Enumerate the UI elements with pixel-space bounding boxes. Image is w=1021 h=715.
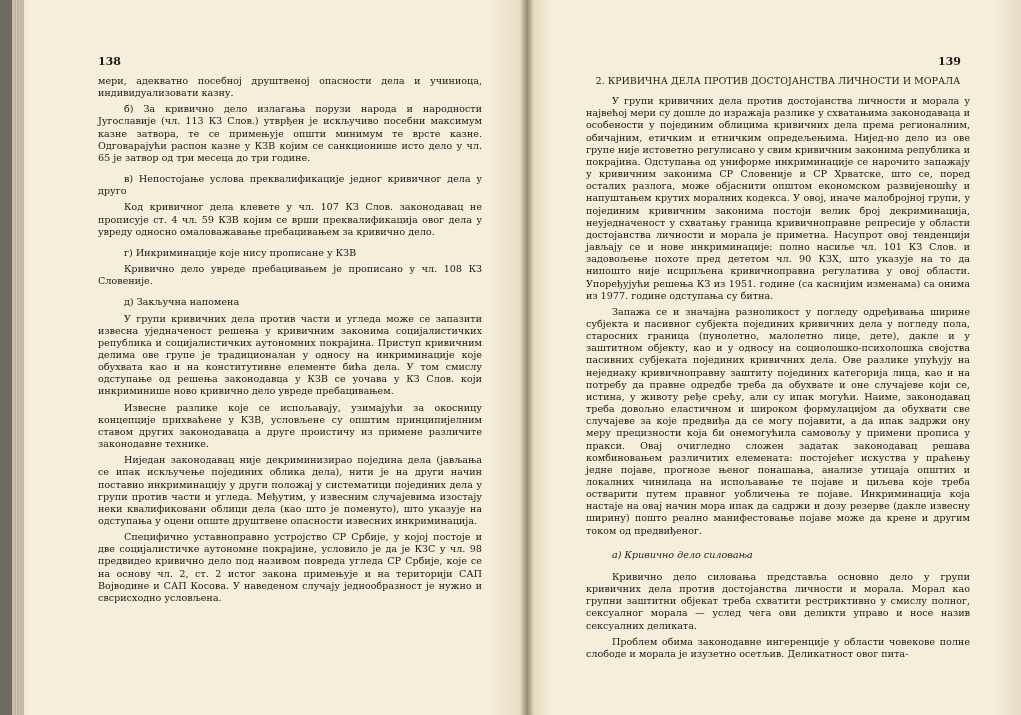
paragraph: У групи кривичних дела против достојанства личности и морала у највећој мери су дошле до изражаја разлике у схватањима законодаваца и особености у појединим облицима кривичних дела према регионалним, обичајним, етичким и етничким опредељењима. Нијед-но дело из ове групе није истоветно регулисано у свим кривичним законима република и покрајина. Одступања од униформе инкриминације се нарочито запажају у кривичним законима СР Словеније и СР Хрватске, што се, поред осталих разлога, може објаснити општом економском развијеношћу и напуштањем крутих моралних кодекса. У овој, иначе малобројној групи, у појединим кривичним законима постоји велик број декриминација, неуједначеност у схватању граница кривичноправне репресије у области достојанства личности и морала је приметна. Насупрот овој тенденцији јављају се и нове инкриминације: полно насиље чл. 101 КЗ Слов. и задовољење похоте пред дететом чл. 90 КЗХ, што указује на то да нипошто није исцрпљена кривичноправна регулатива у овој области. Упоређујући решења КЗ из 1951. године (са каснијим изменама) са онима из 1977. године одступања су битна.: [586, 96, 970, 302]
page-number: 138: [98, 55, 121, 68]
page-number: 139: [938, 55, 961, 68]
right-page-body: [586, 76, 970, 665]
subsection-heading: а) Кривично дело силовања: [612, 549, 753, 561]
subsection-heading: в) Непостојање услова преквалификације једног кривичног дела у друго: [98, 174, 482, 198]
left-page: [12, 0, 526, 715]
paragraph: Кривично дело силовања представља основно дело у групи кривичних дела против достојанства личности и морала. Морал као групни заштитни објекат треба схватити рестриктивно у смислу полног, сексуалног морала — услед чега ови деликти управо и носе назив сексуалних деликата.: [586, 571, 970, 632]
book-gutter: [520, 0, 534, 715]
paragraph: Код кривичног дела клевете у чл. 107 КЗ Слов. законодавац не прописује ст. 4 чл. 59 КЗВ којим се врши преквалификација овог дела у увреду односно омаловажавање пребацивањем за кривично дело.: [98, 202, 482, 238]
paragraph: Специфично уставноправно устројство СР Србије, у којој постоје и две социјалистичке аутономне покрајине, условило је да је КЗС у чл. 98 предвидео кривично дело под називом повреда угледа СР Србије, које се на основу чл. 2, ст. 2 истог закона примењује и на територији САП Војводине и САП Косова. У наведеном случају једнообразност је нужно и свсрисходно условљена.: [98, 532, 482, 604]
paragraph: Ниједан законодавац није декриминизирао поједина дела (јављања се ипак искључење појединих облика дела), нити је на други начин поставио инкриминацију у други положај у систематици појединих дела у групи против части и угледа. Међутим, у извесним случајевима изостају неки квалификовани облици дела (као што је поменуто), што указује на одступања у оцени опште друштвене опасности извесних инкриминација.: [98, 455, 482, 527]
paragraph: Проблем обима законодавне ингеренције у области човекове полне слободе и морала је изузетно осетљив. Деликатност овог пита-: [586, 636, 970, 660]
paragraph: У групи кривичних дела против части и угледа може се запазити извесна уједначеност решења у кривичним законима социјалистичких република и социјалистичких аутономних покрајина. Приступ кривичним делима ове групе је традиционалан у односу на инкриминације које обухвата као и на конститутивне елементе бића дела. У том смислу одступање од решења законодавца у КЗВ се уочава у КЗ Слов. који инкриминише ново кривично дело увреде пребацивањем.: [98, 313, 482, 398]
left-page-body: [98, 76, 482, 609]
subsection-heading: д) Закључна напомена: [124, 297, 240, 309]
paragraph: Извесне разлике које се испољавају, узимајући за окосницу концепције прихваћене у КЗВ, условљене су општим принципијелним ставом других законодаваца а друге проистичу из примене различите законодавне технике.: [98, 402, 482, 451]
page-edges: [12, 0, 24, 715]
right-page: [526, 0, 1021, 715]
chapter-heading: 2. КРИВИЧНА ДЕЛА ПРОТИВ ДОСТОЈАНСТВА ЛИЧНОСТИ И МОРАЛА: [595, 76, 961, 87]
subsection-heading: г) Инкриминације које нису прописане у КЗВ: [124, 247, 357, 259]
paragraph: мери, адекватно посебној друштвеној опасности дела и учиниоца, индивидуализовати казну.: [98, 76, 482, 100]
paragraph: б) За кривично дело излагања порузи народа и народности Југославије (чл. 113 КЗ Слов.) утврђен је искључиво посебни максимум казне затвора, те се примењује општи минимум те врсте казне. Одговарајући распон казне у КЗВ којим се санкционише исто дело у чл. 65 је затвор од три месеца до три године.: [98, 104, 482, 164]
paragraph: Кривично дело увреде пребацивањем је прописано у чл. 108 КЗ Словеније.: [98, 264, 482, 288]
paragraph: Запажа се и значајна разноликост у погледу одређивања ширине субјекта и пасивног субјекта појединих кривичних дела у погледу пола, старосних граница (пунолетно, малолетно лице, дете), дакле и у заштитном објекту, као и у односу на социолошко-психолошка својства пасивних субјеката појединих кривичних дела. Ове разлике упућују на неједнаку кривичноправну заштиту појединих категорија лица, као и на потребу да правне одредбе треба да обухвате и оне случајеве који се, истина, у животу ређе срећу, али су ипак могући. Наиме, законодавац треба довољно еластичном и широком формулацијом да обухвати све случајеве за које предвиђа да се могу појавити, а да ипак задржи ону меру прецизности која би онемогућила самовољу у примени прописа у пракси. Овај очигледно сложен задатак законодавац решава комбиновањем различитих елемената: постојећег искуства у праћењу једне појаве, прогнозе њеног понашања, анализе утицаја општих и локалних чинилаца на испољавање те појаве и циљева које треба остварити путем правног уобличења те појаве. Инкриминација која настаје на овај начин мора ипак да садржи и дозу резерве (дакле извесну ширину) пошто реално манифестовање појаве може да крене и другим током од предвиђеног.: [586, 306, 970, 537]
